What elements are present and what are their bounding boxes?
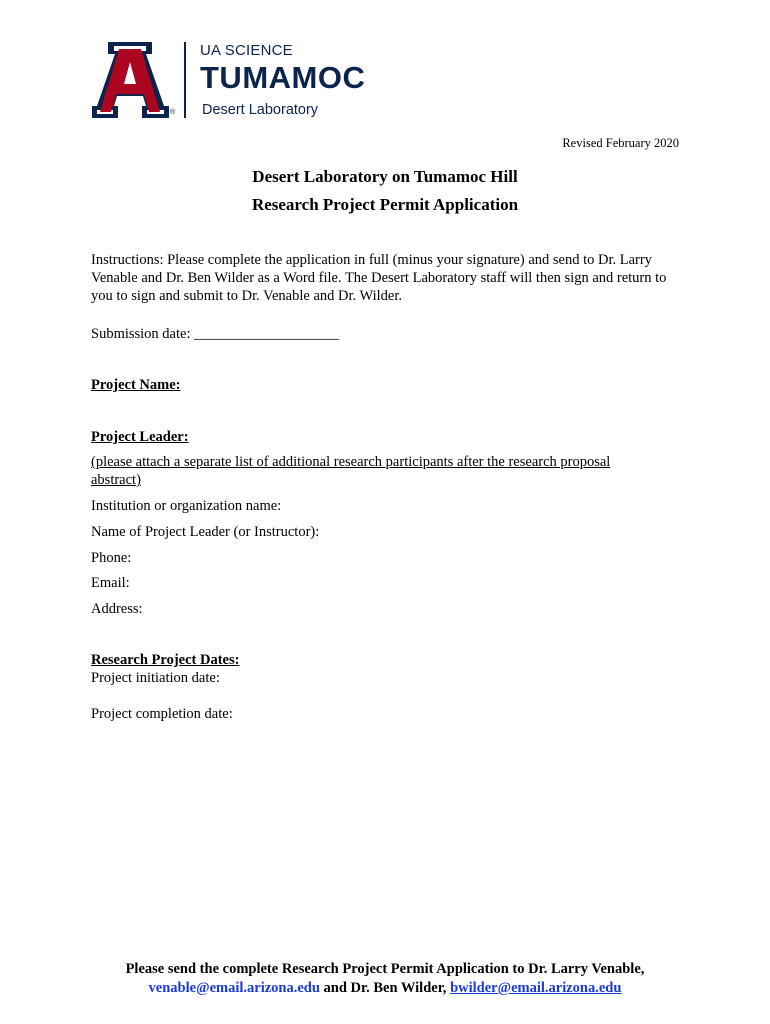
- desert-lab-text: Desert Laboratory: [202, 102, 319, 118]
- project-dates-heading: Research Project Dates:: [91, 652, 240, 668]
- email-field-label: Email:: [91, 575, 130, 591]
- address-field-label: Address:: [91, 601, 143, 617]
- project-leader-heading: Project Leader:: [91, 429, 189, 445]
- logo-divider: [184, 42, 186, 118]
- wilder-email-link[interactable]: bwilder@email.arizona.edu: [450, 980, 622, 996]
- leader-name-field-label: Name of Project Leader (or Instructor):: [91, 524, 320, 540]
- revised-date: Revised February 2020: [562, 136, 679, 150]
- tumamoc-text: TUMAMOC: [200, 60, 366, 95]
- project-name-heading: Project Name:: [91, 377, 181, 393]
- document-subtitle: Research Project Permit Application: [251, 195, 519, 214]
- footer-line2: [0, 980, 770, 997]
- initiation-date-label: Project initiation date:: [91, 670, 220, 686]
- document-title: Desert Laboratory on Tumamoc Hill: [252, 167, 518, 186]
- venable-email-link[interactable]: venable@email.arizona.edu: [148, 980, 320, 996]
- project-leader-note: (please attach a separate list of additional research participants after the research proposal abstract): [91, 454, 611, 488]
- phone-field-label: Phone:: [91, 550, 132, 566]
- ua-science-text: UA SCIENCE: [200, 42, 293, 59]
- instructions-text: Instructions: Please complete the application in full (minus your signature) and send to Dr. Larry Venable and Dr. Ben Wilder as a Word file. The Desert Laboratory staff will then sign and return to you to sign and submit to Dr. Venable and Dr. Wilder.: [91, 252, 667, 304]
- footer-line1: Please send the complete Research Project Permit Application to Dr. Larry Venable,: [125, 961, 645, 977]
- footer-middle-text: and Dr. Ben Wilder,: [319, 980, 451, 996]
- completion-date-label: Project completion date:: [91, 706, 233, 722]
- registered-mark: ®: [170, 109, 176, 116]
- institution-field-label: Institution or organization name:: [91, 498, 282, 514]
- submission-date-field: Submission date: ____________________: [91, 326, 340, 342]
